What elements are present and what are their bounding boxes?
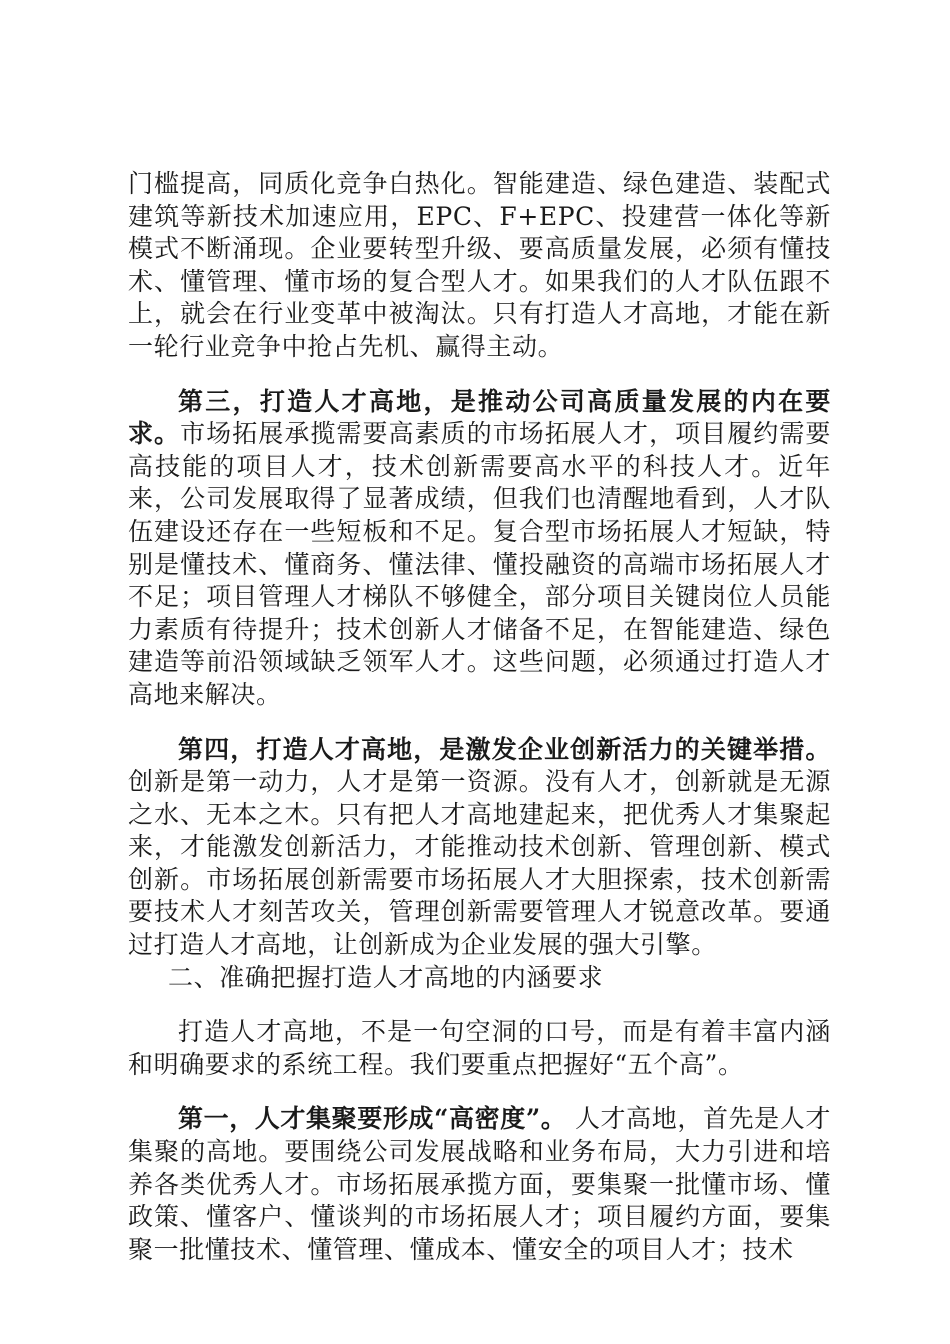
paragraph-2 — [128, 386, 831, 712]
paragraph-3-text: 创新是第一动力，人才是第一资源。没有人才，创新就是无源之水、无本之木。只有把人才高地建起来，把优秀人才集聚起来，才能激发创新活力，才能推动技术创新、管理创新、模式创新。市场拓展创新需要市场拓展人才大胆探索，技术创新需要技术人才刻苦攻关，管理创新需要管理人才锐意改革。要通过打造人才高地，让创新成为企业发展的强大引擎。 — [128, 767, 831, 960]
paragraph-5-text: 打造人才高地，不是一句空洞的口号，而是有着丰富内涵和明确要求的系统工程。我们要重点把握好“五个高”。 — [128, 1017, 831, 1079]
paragraph-5 — [128, 1016, 831, 1081]
paragraph-3 — [128, 734, 831, 962]
paragraph-2-text: 市场拓展承揽需要高素质的市场拓展人才，项目履约需要高技能的项目人才，技术创新需要高水平的科技人才。近年来，公司发展取得了显著成绩，但我们也清醒地看到，人才队伍建设还存在一些短板和不足。复合型市场拓展人才短缺，特别是懂技术、懂商务、懂法律、懂投融资的高端市场拓展人才不足；项目管理人才梯队不够健全，部分项目关键岗位人员能力素质有待提升；技术创新人才储备不足，在智能建造、绿色建造等前沿领域缺乏领军人才。这些问题，必须通过打造人才高地来解决。 — [128, 419, 831, 709]
document-page — [128, 168, 831, 1266]
paragraph-6-text: 人才高地，首先是人才集聚的高地。要围绕公司发展战略和业务布局，大力引进和培养各类优秀人才。市场拓展承揽方面，要集聚一批懂市场、懂政策、懂客户、懂谈判的市场拓展人才；项目履约方面，要集聚一批懂技术、懂管理、懂成本、懂安全的项目人才；技术 — [128, 1104, 831, 1264]
paragraph-3-lead: 第四，打造人才高地，是激发企业创新活力的关键举措。 — [178, 734, 831, 764]
paragraph-6-lead: 第一，人才集聚要形成“高密度”。 — [178, 1104, 567, 1134]
paragraph-1-text: 门槛提高，同质化竞争白热化。智能建造、绿色建造、装配式建筑等新技术加速应用，EPC、F+EPC、投建营一体化等新模式不断涌现。企业要转型升级、要高质量发展，必须有懂技术、懂管理、懂市场的复合型人才。如果我们的人才队伍跟不上，就会在行业变革中被淘汰。只有打造人才高地，才能在新一轮行业竞争中抢占先机、赢得主动。 — [128, 169, 831, 361]
paragraph-2-lead: 第三，打造人才高地，是推动公司高质量发展的内在要求。 — [128, 386, 831, 449]
paragraph-6 — [128, 1103, 831, 1266]
paragraph-1 — [128, 168, 831, 364]
section-heading: 二、准确把握打造人才高地的内涵要求 — [168, 962, 604, 992]
